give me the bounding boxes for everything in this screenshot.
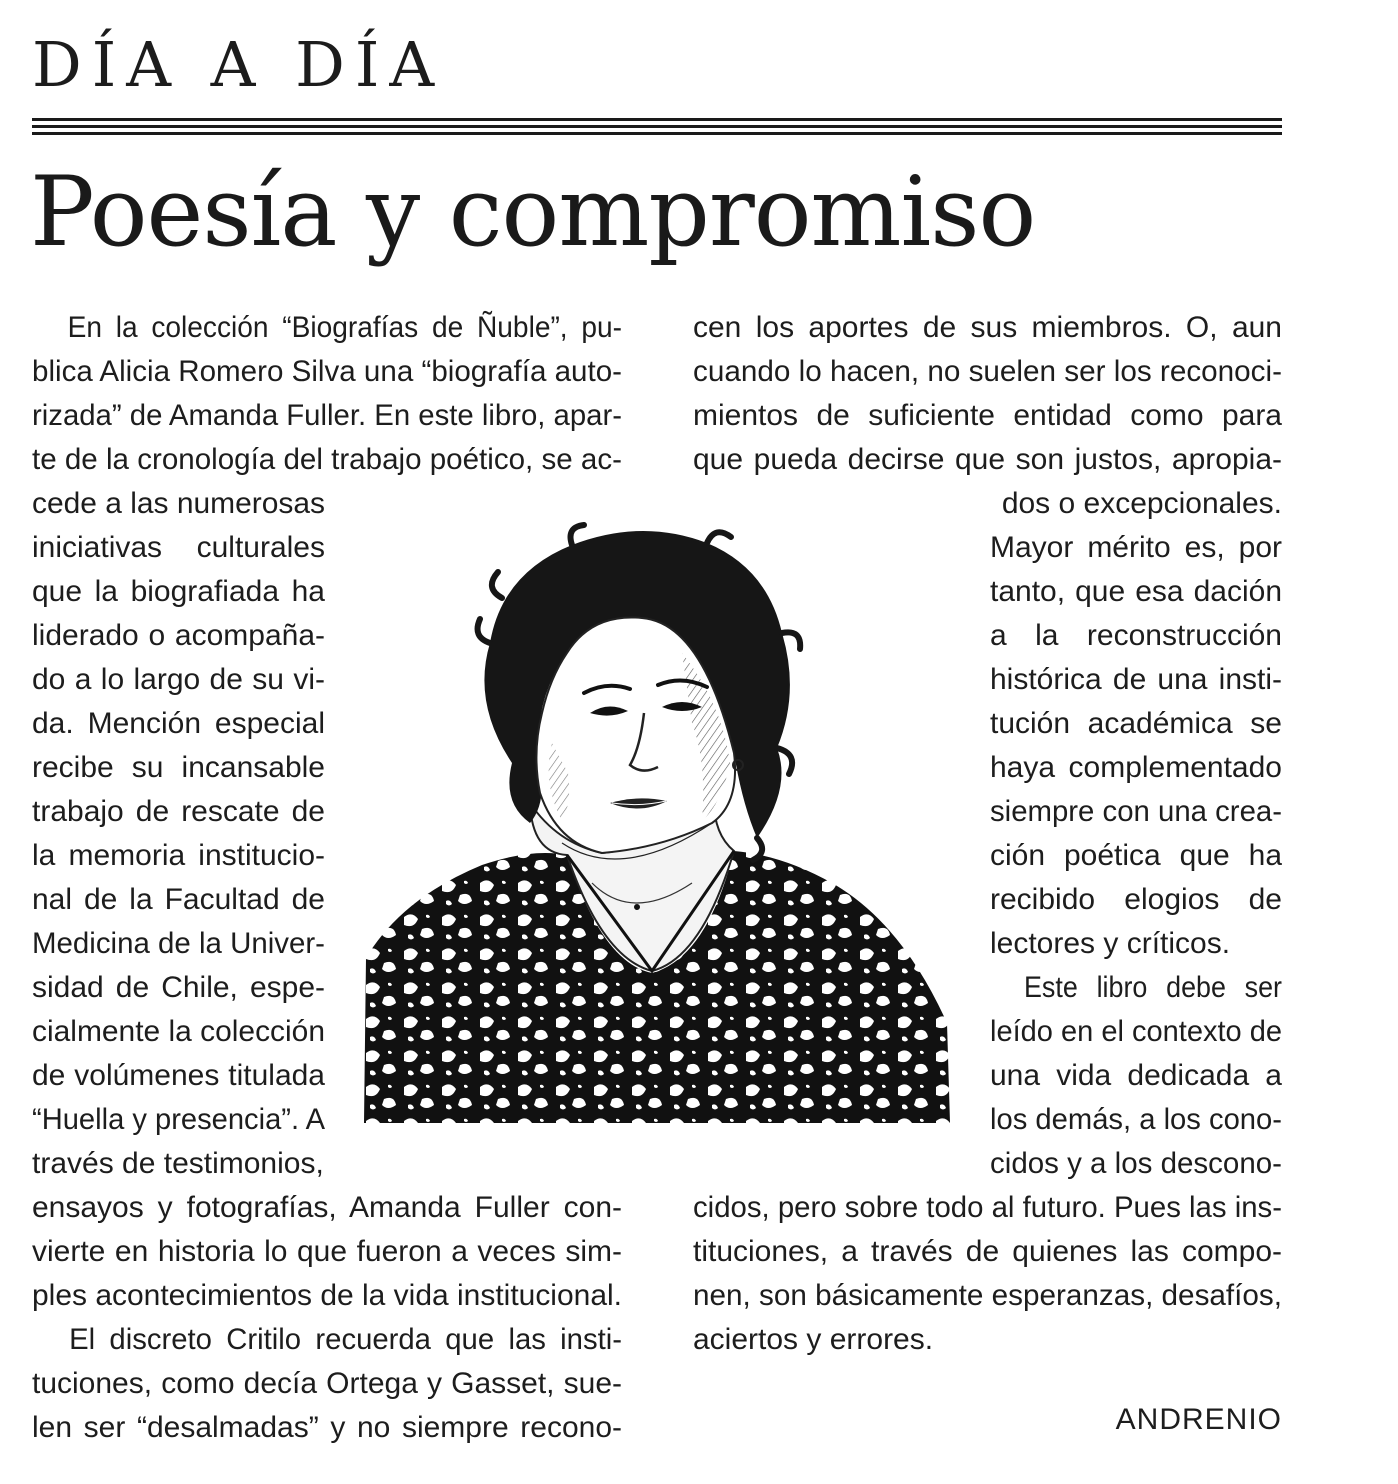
- body-line: cen los aportes de sus miembros. O, aun: [693, 311, 1282, 344]
- body-line: sidad de Chile, espe-: [32, 971, 325, 1004]
- body-line: los demás, a los cono-: [990, 1103, 1282, 1136]
- body-line: cede a las numerosas: [32, 487, 325, 520]
- body-line: leído en el contexto de: [990, 1015, 1282, 1048]
- body-line: a la reconstrucción: [990, 619, 1282, 652]
- body-line: de volúmenes titulada: [32, 1059, 325, 1092]
- body-line: tución académica se: [990, 707, 1282, 740]
- body-line: una vida dedicada a: [990, 1059, 1282, 1092]
- body-line: cialmente la colección: [32, 1015, 325, 1048]
- body-line: ción poética que ha: [990, 839, 1282, 872]
- body-line: Mayor mérito es, por: [990, 531, 1282, 564]
- body-line: rizada” de Amanda Fuller. En este libro, apar-: [32, 399, 622, 432]
- body-line: cidos, pero sobre todo al futuro. Pues las ins-: [693, 1191, 1282, 1224]
- body-line: nen, son básicamente esperanzas, desafíos,: [693, 1279, 1282, 1312]
- article-headline: Poesía y compromiso: [30, 156, 1036, 268]
- body-line: siempre con una crea-: [990, 795, 1282, 828]
- body-line: recibe su incansable: [32, 751, 325, 784]
- body-line: recibido elogios de: [990, 883, 1282, 916]
- body-line: ensayos y fotografías, Amanda Fuller con-: [32, 1191, 622, 1224]
- body-line: blica Alicia Romero Silva una “biografía auto-: [32, 355, 622, 388]
- body-line: iniciativas culturales: [32, 531, 325, 564]
- body-line: que pueda decirse que son justos, apropia-: [693, 443, 1282, 476]
- body-line: nal de la Facultad de: [32, 883, 325, 916]
- body-line: En la colección “Biografías de Ñuble”, pu-: [67, 311, 622, 344]
- body-line: mientos de suficiente entidad como para: [693, 399, 1282, 432]
- body-line: histórica de una insti-: [990, 663, 1282, 696]
- section-title: DÍA A DÍA: [32, 28, 445, 101]
- body-line: haya complementado: [990, 751, 1282, 784]
- body-line: liderado o acompaña-: [32, 619, 325, 652]
- body-line: Medicina de la Univer-: [32, 927, 325, 960]
- body-line: la memoria institucio-: [32, 839, 325, 872]
- double-rule-divider: [32, 118, 1282, 139]
- body-line: tuciones, como decía Ortega y Gasset, sue-: [32, 1367, 622, 1400]
- body-line: “Huella y presencia”. A: [32, 1103, 325, 1136]
- portrait-illustration: [362, 503, 954, 1125]
- body-line: El discreto Critilo recuerda que las insti-: [69, 1323, 622, 1356]
- body-line: len ser “desalmadas” y no siempre recono-: [32, 1411, 622, 1444]
- article-byline: ANDRENIO: [1115, 1403, 1282, 1436]
- body-line: tituciones, a través de quienes las compo-: [693, 1235, 1282, 1268]
- body-line: lectores y críticos.: [990, 927, 1231, 960]
- body-line: do a lo largo de su vi-: [32, 663, 325, 696]
- body-line: tanto, que esa dación: [990, 575, 1282, 608]
- body-line: aciertos y errores.: [693, 1323, 934, 1356]
- body-line: cuando lo hacen, no suelen ser los reconoci-: [693, 355, 1282, 388]
- body-line: te de la cronología del trabajo poético, se ac-: [32, 443, 622, 476]
- body-line: que la biografiada ha: [32, 575, 325, 608]
- body-line: Este libro debe ser: [1024, 971, 1282, 1004]
- body-line: través de testimonios,: [32, 1147, 324, 1180]
- body-line: ples acontecimientos de la vida institucional.: [32, 1279, 622, 1312]
- body-line: cidos y a los descono-: [990, 1147, 1282, 1180]
- body-line: da. Mención especial: [32, 707, 325, 740]
- body-line: dos o excepcionales.: [1001, 487, 1282, 520]
- body-line: trabajo de rescate de: [32, 795, 325, 828]
- body-line: vierte en historia lo que fueron a veces sim-: [32, 1235, 622, 1268]
